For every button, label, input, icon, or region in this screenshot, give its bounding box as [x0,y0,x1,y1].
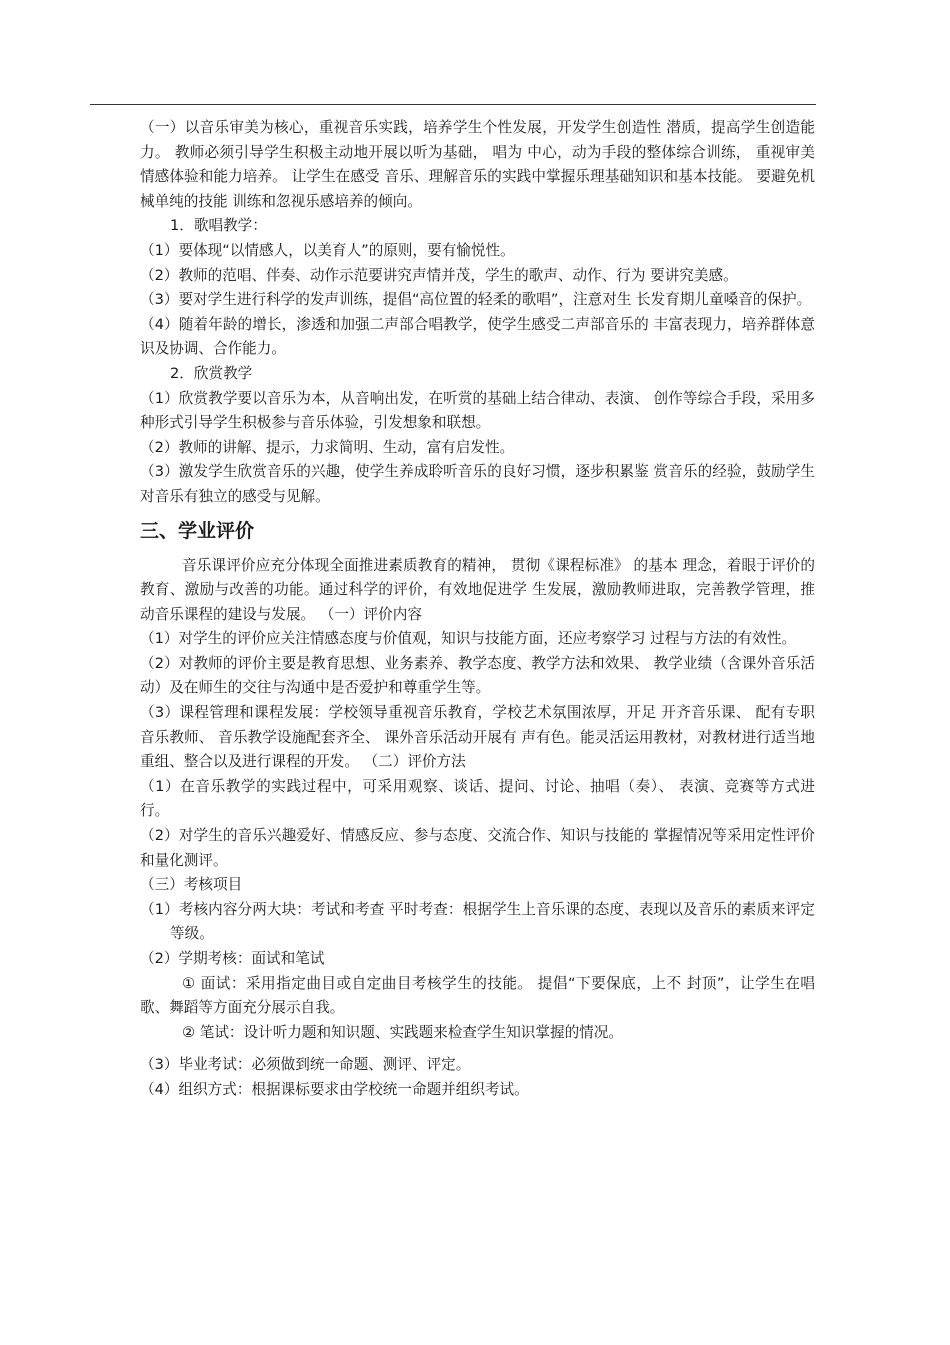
list-item: （3）要对学生进行科学的发声训练，提倡“高位置的轻柔的歌唱”，注意对生 长发育期儿童嗓音的保护。 [140,291,812,309]
list-item: （2）对教师的评价主要是教育思想、业务素养、教学态度、教学方法和效果、 教学业绩（含课外音乐活动）及在师生的交往与沟通中是否爱护和尊重学生等。 [140,654,815,697]
document-body [140,116,815,1103]
list-item: （1）考核内容分两大块：考试和考查 平时考查：根据学生上音乐课的态度、表现以及音乐的素质来评定等级。 [140,900,815,943]
exam-heading: （三）考核项目 [140,876,243,894]
teaching-principle-paragraph: （一）以音乐审美为核心，重视音乐实践，培养学生个性发展，开发学生创造性 潜质，提高学生创造能力。 教师必须引导学生积极主动地开展以听为基础， 唱为 中心，动为手段的整体综合训练， 重视审美情感体验和能力培养。 让学生在感受 音乐、理解音乐的实践中掌握乐理基础知识和基本技能。 要避免机械单纯的技能 训练和忽视乐感培养的倾向。 [140,119,815,210]
list-item: （1）在音乐教学的实践过程中，可采用观察、谈话、提问、讨论、抽唱（奏）、 表演、竞赛等方式进行。 [140,777,815,820]
evaluation-intro-paragraph: 音乐课评价应充分体现全面推进素质教育的精神， 贯彻《课程标准》 的基本 理念，着眼于评价的教育、激励与改善的功能。通过科学的评价，有效地促进学 生发展，激励教师进取，完善教学管理，推动音乐课程的建设与发展。 （一）评价内容 [140,556,815,623]
exam-sub-item: ① 面试：采用指定曲目或自定曲目考核学生的技能。 提倡“下要保底，上不 封顶”，让学生在唱歌、舞蹈等方面充分展示自我。 [140,974,815,1017]
list-item: （1）欣赏教学要以音乐为本，从音响出发，在听赏的基础上结合律动、表演、 创作等综合手段，采用多种形式引导学生积极参与音乐体验，引发想象和联想。 [140,389,815,432]
list-item: （4）组织方式：根据课标要求由学校统一命题并组织考试。 [140,1080,529,1098]
list-item: （2）对学生的音乐兴趣爱好、情感反应、参与态度、交流合作、知识与技能的 掌握情况等采用定性评价和量化测评。 [140,827,815,869]
list-item: （1）对学生的评价应关注情感态度与价值观，知识与技能方面，还应考察学习 过程与方法的有效性。 [140,630,797,648]
list-item: （4）随着年龄的增长，渗透和加强二声部合唱教学，使学生感受二声部音乐的 丰富表现力，培养群体意识及协调、合作能力。 [140,315,815,358]
list-item: （2）教师的讲解、提示，力求简明、生动，富有启发性。 [140,438,515,456]
list-item: （1）要体现“以情感人，以美育人”的原则，要有愉悦性。 [140,241,515,259]
list-item: （3）课程管理和课程发展：学校领导重视音乐教育，学校艺术氛围浓厚，开足 开齐音乐课、 配有专职音乐教师、 音乐教学设施配套齐全、 课外音乐活动开展有 声有色。能灵活运用教材，对教材进行适当地重组、整合以及进行课程的开发。 （二）评价方法 [140,704,815,771]
list-item: （2）教师的范唱、伴奏、动作示范要讲究声情并茂，学生的歌声、动作、行为 要讲究美感。 [140,266,738,284]
singing-heading: 1．歌唱教学： [170,217,267,235]
section-heading: 三、学业评价 [140,519,255,542]
appreciation-heading: 2．欣赏教学 [170,364,253,382]
list-item: （3）激发学生欣赏音乐的兴趣，使学生养成聆听音乐的良好习惯，逐步积累鉴 赏音乐的经验，鼓励学生对音乐有独立的感受与见解。 [140,463,815,505]
exam-sub-item: ② 笔试：设计听力题和知识题、实践题来检查学生知识掌握的情况。 [182,1023,623,1041]
list-item: （2）学期考核：面试和笔试 [140,950,325,967]
header-rule [90,104,816,105]
list-item: （3）毕业考试：必须做到统一命题、测评、评定。 [140,1056,471,1074]
